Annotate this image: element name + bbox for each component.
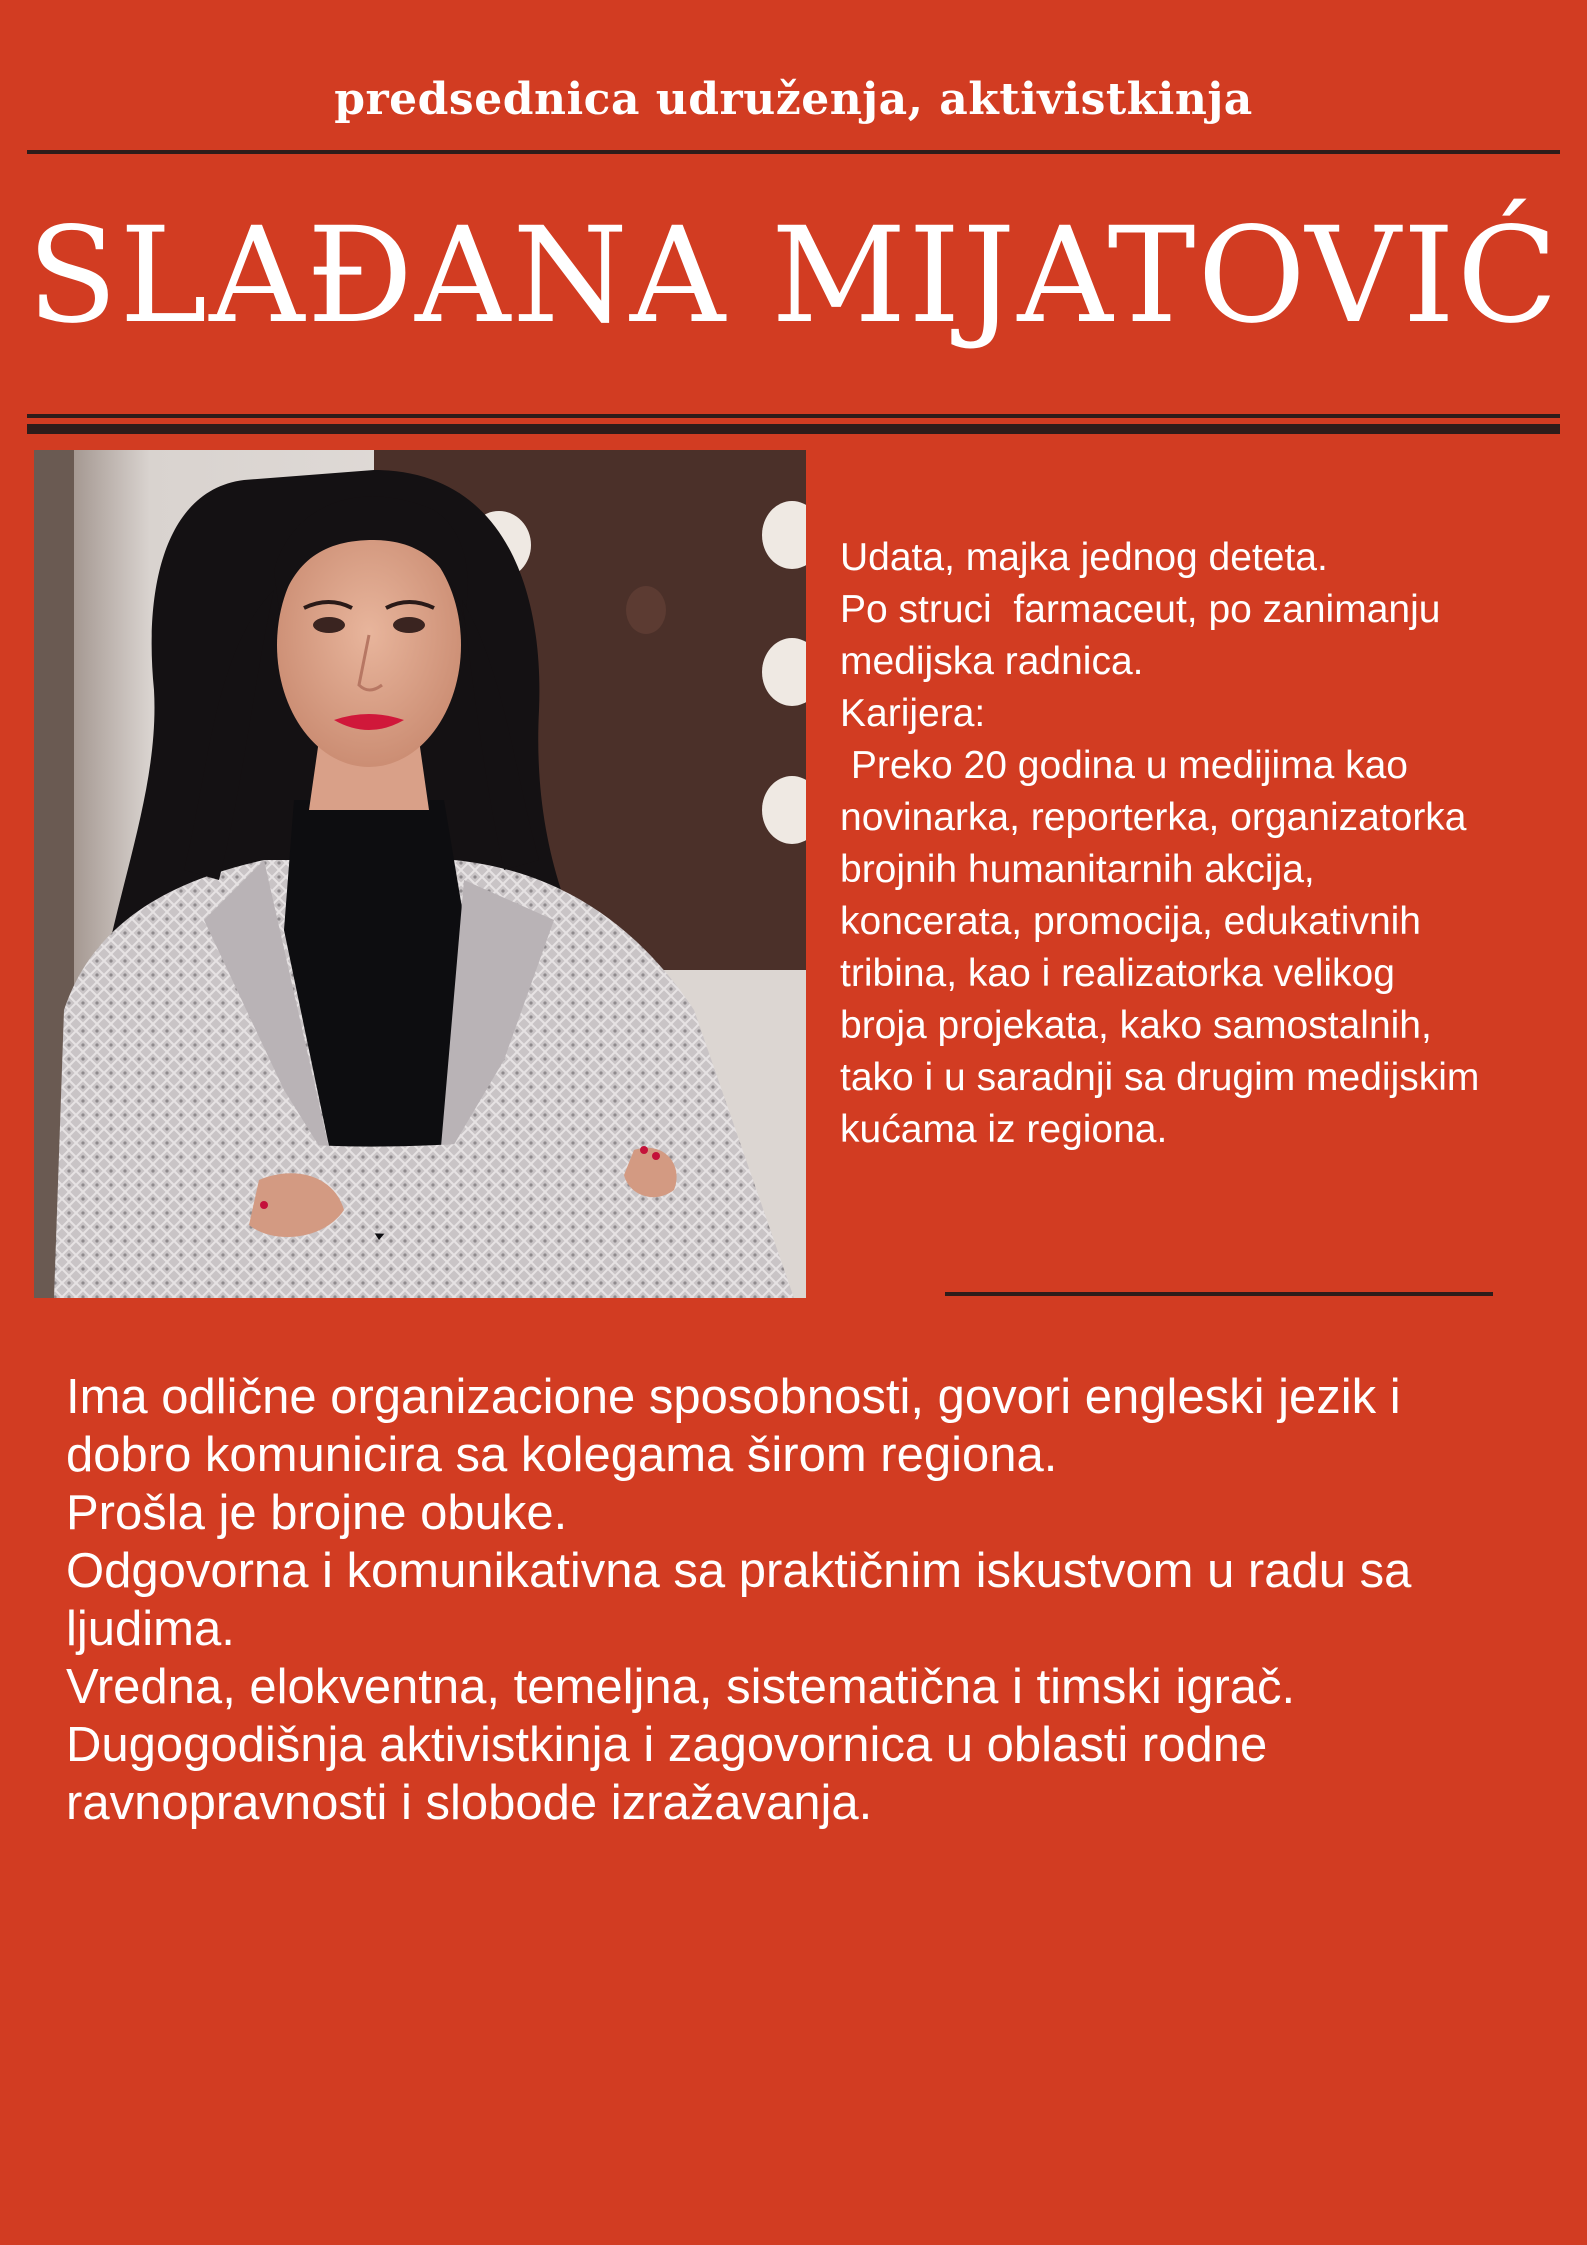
summary-line: ravnopravnosti i slobode izražavanja. (66, 1776, 873, 1830)
summary-line: Odgovorna i komunikativna sa praktičnim iskustvom u radu sa (66, 1544, 1412, 1598)
title-divider-thick (27, 424, 1560, 434)
bio-line: medijska radnica. (840, 640, 1144, 683)
bio-line: koncerata, promocija, edukativnih (840, 900, 1421, 943)
summary-line: Ima odlične organizacione sposobnosti, govori engleski jezik i (66, 1370, 1401, 1424)
title-divider-thin (27, 414, 1560, 418)
bio-line: Karijera: (840, 692, 986, 735)
summary-line: Dugogodišnja aktivistkinja i zagovornica u oblasti rodne (66, 1718, 1268, 1772)
bio-divider (945, 1292, 1493, 1296)
bio-line: Preko 20 godina u medijima kao (840, 744, 1408, 787)
top-divider (27, 150, 1560, 154)
bio-line: brojnih humanitarnih akcija, (840, 848, 1315, 891)
page-subtitle: predsednica udruženja, aktivistkinja (334, 74, 1253, 125)
summary-line: dobro komunicira sa kolegama širom regiona. (66, 1428, 1058, 1482)
bio-line: broja projekata, kako samostalnih, (840, 1004, 1432, 1047)
bio-line: Udata, majka jednog deteta. (840, 536, 1328, 579)
summary-text (66, 1368, 1566, 1832)
bio-line: tribina, kao i realizatorka velikog (840, 952, 1395, 995)
bio-text (840, 532, 1560, 1156)
summary-line: Vredna, elokventna, temeljna, sistematična i timski igrač. (66, 1660, 1296, 1714)
summary-line: ljudima. (66, 1602, 235, 1656)
summary-line: Prošla je brojne obuke. (66, 1486, 568, 1540)
bio-line: Po struci farmaceut, po zanimanju (840, 588, 1441, 631)
bio-line: tako i u saradnji sa drugim medijskim (840, 1056, 1480, 1099)
bio-line: kućama iz regiona. (840, 1108, 1168, 1151)
page-title: SLAĐANA MIJATOVIĆ (27, 199, 1560, 353)
portrait-photo (34, 450, 806, 1298)
bio-line: novinarka, reporterka, organizatorka (840, 796, 1467, 839)
